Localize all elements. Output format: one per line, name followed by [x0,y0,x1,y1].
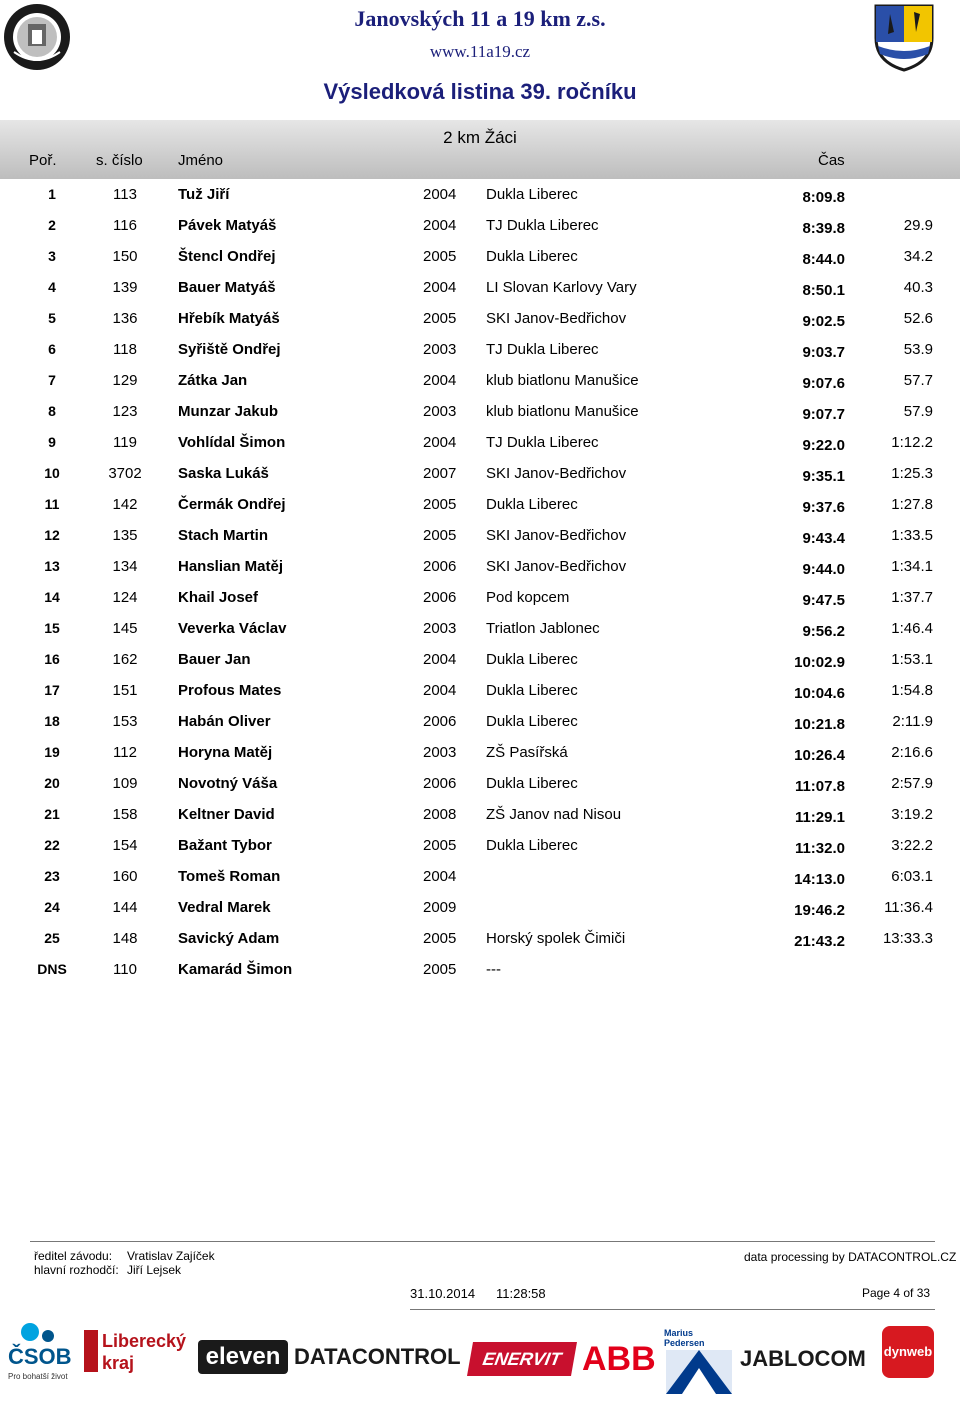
table-row [0,527,960,558]
bib-number-cell: 119 [113,434,137,451]
table-row [0,279,960,310]
name-cell: Veverka Václav [178,620,287,637]
year-cell: 2004 [423,651,457,668]
rank-cell: 21 [44,806,60,822]
year-cell: 2003 [423,620,457,637]
time-cell: 9:03.7 [802,344,845,361]
time-cell: 8:44.0 [802,251,845,268]
time-loss-cell: 2:16.6 [891,744,933,761]
table-row [0,744,960,775]
rank-cell: 9 [48,434,56,450]
time-loss-cell: 53.9 [903,341,933,358]
bib-number-cell: 153 [112,713,138,730]
table-row [0,341,960,372]
time-cell: 11:32.0 [794,840,845,857]
page-number: Page 4 of 33 [862,1286,931,1300]
time-loss-cell: 57.7 [903,372,933,389]
time-cell: 9:02.5 [802,313,845,330]
time-cell: 10:04.6 [794,685,845,702]
footer-divider-2 [410,1309,935,1310]
rank-cell: 16 [44,651,60,667]
table-row [0,961,960,992]
director-name: Vratislav Zajíček [127,1249,215,1263]
sponsor-datacontrol-logo [294,1340,464,1374]
club-cell: SKI Janov-Bedřichov [486,465,627,482]
sponsor-jablocom-logo [740,1340,870,1378]
bib-number-cell: 145 [112,620,138,637]
table-row [0,372,960,403]
time-loss-cell: 57.9 [903,403,933,420]
year-cell: 2003 [423,341,457,358]
year-cell: 2004 [423,434,457,451]
club-cell: Dukla Liberec [486,248,578,265]
table-row [0,899,960,930]
print-date: 31.10.2014 [410,1286,476,1301]
time-cell: 21:43.2 [794,933,845,950]
name-cell: Keltner David [178,806,275,823]
club-cell: Dukla Liberec [486,837,578,854]
table-row [0,217,960,248]
club-cell: Horský spolek Čimiči [486,930,626,947]
judge-label: hlavní rozhodčí: [34,1263,119,1277]
column-rank-header: Poř. [29,152,57,169]
sponsor-jablocom-name: JABLOCOM [740,1346,866,1371]
sponsor-marius-pedersen-logo [664,1328,736,1390]
table-row [0,248,960,279]
time-loss-cell: 11:36.4 [884,899,933,916]
table-row [0,806,960,837]
sponsor-datacontrol-name: DATACONTROL [294,1344,461,1369]
time-loss-cell: 1:54.8 [891,682,933,699]
club-cell: SKI Janov-Bedřichov [486,310,627,327]
time-loss-cell: 1:33.5 [891,527,933,544]
club-cell: LI Slovan Karlovy Vary [486,279,637,296]
year-cell: 2006 [423,589,457,606]
sponsor-liberecky-kraj-name: Liberecký kraj [102,1331,187,1373]
club-cell: ZŠ Pasířská [486,744,568,761]
name-cell: Pávek Matyáš [178,217,277,234]
club-cell: Dukla Liberec [486,713,578,730]
year-cell: 2005 [423,496,457,513]
year-cell: 2005 [423,961,457,978]
time-loss-cell: 1:53.1 [891,651,933,668]
club-cell: --- [486,961,501,978]
time-cell: 10:02.9 [794,654,845,671]
name-cell: Štencl Ondřej [178,248,276,265]
year-cell: 2005 [423,837,457,854]
name-cell: Vedral Marek [178,899,271,916]
time-cell: 10:21.8 [794,716,845,733]
rank-cell: 8 [48,403,56,419]
bib-number-cell: 116 [113,217,137,234]
sponsor-abb-logo [582,1340,658,1378]
name-cell: Habán Oliver [178,713,271,730]
rank-cell: 20 [44,775,60,791]
time-cell: 9:37.6 [802,499,845,516]
name-cell: Savický Adam [178,930,280,947]
bib-number-cell: 112 [113,744,137,761]
rank-cell: 5 [48,310,56,326]
time-loss-cell: 1:37.7 [891,589,933,606]
sponsor-eleven-logo [198,1340,288,1374]
bib-number-cell: 134 [112,558,138,575]
sponsor-csob-name: ČSOB [8,1344,72,1369]
time-loss-cell: 1:12.2 [891,434,933,451]
name-cell: Bauer Matyáš [178,279,276,296]
year-cell: 2008 [423,806,457,823]
time-loss-cell: 2:57.9 [891,775,933,792]
club-cell: Dukla Liberec [486,682,578,699]
results-title: Výsledková listina 39. ročníku [323,79,637,104]
name-cell: Profous Mates [178,682,282,699]
time-cell: 9:47.5 [802,592,845,609]
year-cell: 2007 [423,465,457,482]
sponsor-marius-pedersen-name: Marius Pedersen [664,1328,705,1348]
rank-cell: 12 [44,527,60,543]
table-row [0,403,960,434]
club-cell: TJ Dukla Liberec [486,341,599,358]
time-cell: 9:44.0 [802,561,845,578]
sponsor-csob-logo [8,1322,74,1390]
bib-number-cell: 154 [112,837,138,854]
name-cell: Hřebík Matyáš [178,310,280,327]
rank-cell: 17 [44,682,60,698]
name-cell: Horyna Matěj [178,744,273,761]
category-title: 2 km Žáci [443,128,517,147]
rank-cell: 24 [44,899,60,915]
table-row [0,837,960,868]
club-cell: SKI Janov-Bedřichov [486,527,627,544]
time-cell: 19:46.2 [794,902,845,919]
name-cell: Zátka Jan [178,372,248,389]
year-cell: 2005 [423,527,457,544]
table-row [0,496,960,527]
bib-number-cell: 118 [113,341,137,358]
time-cell: 8:09.8 [802,189,845,206]
table-row [0,620,960,651]
year-cell: 2004 [423,868,457,885]
time-loss-cell: 2:11.9 [892,713,933,730]
name-cell: Hanslian Matěj [178,558,284,575]
rank-cell: 6 [48,341,56,357]
time-cell: 9:56.2 [802,623,845,640]
year-cell: 2004 [423,279,457,296]
time-cell: 9:43.4 [802,530,845,547]
bib-number-cell: 160 [112,868,138,885]
table-row [0,868,960,899]
organizer-title: Janovských 11 a 19 km z.s. [354,6,606,31]
rank-cell: 14 [44,589,60,605]
time-loss-cell: 52.6 [903,310,933,327]
table-row [0,465,960,496]
name-cell: Stach Martin [178,527,269,544]
rank-cell: DNS [37,961,67,977]
sponsor-eleven-name: eleven [205,1343,281,1370]
sponsor-enervit-logo [467,1342,577,1376]
table-row [0,651,960,682]
year-cell: 2003 [423,744,457,761]
website-link[interactable]: www.11a19.cz [429,42,531,61]
time-cell: 9:07.6 [802,375,845,392]
data-processing-credit: data processing by DATACONTROL.CZ [744,1250,957,1264]
rank-cell: 10 [44,465,60,481]
name-cell: Saska Lukáš [178,465,269,482]
time-loss-cell: 1:27.8 [891,496,933,513]
year-cell: 2005 [423,248,457,265]
bib-number-cell: 124 [112,589,138,606]
club-cell: Dukla Liberec [486,496,578,513]
bib-number-cell: 110 [113,961,137,978]
time-loss-cell: 1:46.4 [891,620,933,637]
rank-cell: 2 [48,217,56,233]
rank-cell: 19 [44,744,60,760]
rank-cell: 11 [44,496,60,512]
time-loss-cell: 3:19.2 [891,806,933,823]
time-loss-cell: 40.3 [903,279,933,296]
sponsor-dynweb-logo [876,1324,940,1390]
table-row [0,775,960,806]
time-cell: 14:13.0 [794,871,845,888]
year-cell: 2005 [423,930,457,947]
rank-cell: 1 [48,186,56,202]
name-cell: Bažant Tybor [178,837,272,854]
rank-cell: 23 [44,868,60,884]
time-loss-cell: 1:25.3 [891,465,933,482]
name-cell: Munzar Jakub [178,403,279,420]
bib-number-cell: 151 [112,682,138,699]
club-cell: Triatlon Jablonec [486,620,600,637]
year-cell: 2006 [423,558,457,575]
bib-number-cell: 136 [112,310,138,327]
column-time-header: Čas [818,152,845,169]
time-cell: 11:07.8 [794,778,845,795]
time-loss-cell: 6:03.1 [891,868,933,885]
bib-number-cell: 148 [112,930,138,947]
name-cell: Bauer Jan [178,651,251,668]
time-loss-cell: 1:34.1 [891,558,933,575]
rank-cell: 13 [44,558,60,574]
year-cell: 2004 [423,682,457,699]
column-number-header: s. číslo [96,152,143,169]
table-row [0,930,960,961]
bib-number-cell: 158 [112,806,138,823]
time-loss-cell: 13:33.3 [882,930,933,947]
year-cell: 2004 [423,186,457,203]
club-cell: ZŠ Janov nad Nisou [486,806,622,823]
table-row [0,310,960,341]
bib-number-cell: 139 [112,279,138,296]
bib-number-cell: 113 [113,186,137,203]
club-cell: Dukla Liberec [486,775,578,792]
bib-number-cell: 3702 [108,465,142,482]
time-cell: 9:35.1 [802,468,845,485]
table-row [0,558,960,589]
name-cell: Khail Josef [178,589,259,606]
year-cell: 2005 [423,310,457,327]
club-cell: Dukla Liberec [486,186,578,203]
club-cell: SKI Janov-Bedřichov [486,558,627,575]
bib-number-cell: 123 [112,403,138,420]
name-cell: Tomeš Roman [178,868,281,885]
year-cell: 2004 [423,217,457,234]
time-cell: 9:07.7 [802,406,845,423]
rank-cell: 3 [48,248,56,264]
footer-divider [30,1241,935,1242]
bib-number-cell: 129 [112,372,138,389]
bib-number-cell: 142 [112,496,138,513]
director-label: ředitel závodu: [34,1249,113,1263]
name-cell: Čermák Ondřej [178,496,286,513]
year-cell: 2009 [423,899,457,916]
bib-number-cell: 162 [112,651,138,668]
name-cell: Novotný Váša [178,775,278,792]
time-cell: 9:22.0 [802,437,845,454]
time-loss-cell: 34.2 [903,248,933,265]
table-row [0,713,960,744]
column-name-header: Jméno [178,152,224,169]
year-cell: 2004 [423,372,457,389]
rank-cell: 4 [48,279,56,295]
judge-name: Jiří Lejsek [127,1263,182,1277]
time-loss-cell: 3:22.2 [891,837,933,854]
table-row [0,589,960,620]
rank-cell: 22 [44,837,60,853]
bib-number-cell: 109 [112,775,138,792]
name-cell: Syřiště Ondřej [178,341,281,358]
time-cell: 10:26.4 [794,747,845,764]
sponsor-enervit-name: ENERVIT [481,1349,563,1369]
sponsor-dynweb-name: dynweb [883,1344,933,1359]
time-cell: 8:39.8 [802,220,845,237]
rank-cell: 15 [44,620,60,636]
print-time: 11:28:58 [496,1286,546,1301]
sponsors-bar [0,1318,960,1399]
club-cell: TJ Dukla Liberec [486,434,599,451]
name-cell: Tuž Jiří [178,186,230,203]
time-cell: 11:29.1 [794,809,845,826]
time-loss-cell: 29.9 [903,217,933,234]
club-cell: TJ Dukla Liberec [486,217,599,234]
bib-number-cell: 135 [112,527,138,544]
year-cell: 2006 [423,713,457,730]
time-cell: 8:50.1 [802,282,845,299]
club-cell: Pod kopcem [486,589,570,606]
bib-number-cell: 144 [112,899,138,916]
year-cell: 2003 [423,403,457,420]
table-row [0,434,960,465]
sponsor-abb-name: ABB [582,1340,656,1378]
bib-number-cell: 150 [112,248,138,265]
club-cell: klub biatlonu Manušice [486,372,639,389]
table-row [0,682,960,713]
rank-cell: 25 [44,930,60,946]
club-cell: Dukla Liberec [486,651,578,668]
rank-cell: 7 [48,372,56,388]
year-cell: 2006 [423,775,457,792]
rank-cell: 18 [44,713,60,729]
name-cell: Vohlídal Šimon [178,434,286,451]
name-cell: Kamarád Šimon [178,961,293,978]
club-cell: klub biatlonu Manušice [486,403,639,420]
sponsor-csob-slogan: Pro bohatší život [8,1372,68,1381]
sponsor-liberecky-kraj-logo [80,1326,192,1386]
table-row [0,186,960,217]
